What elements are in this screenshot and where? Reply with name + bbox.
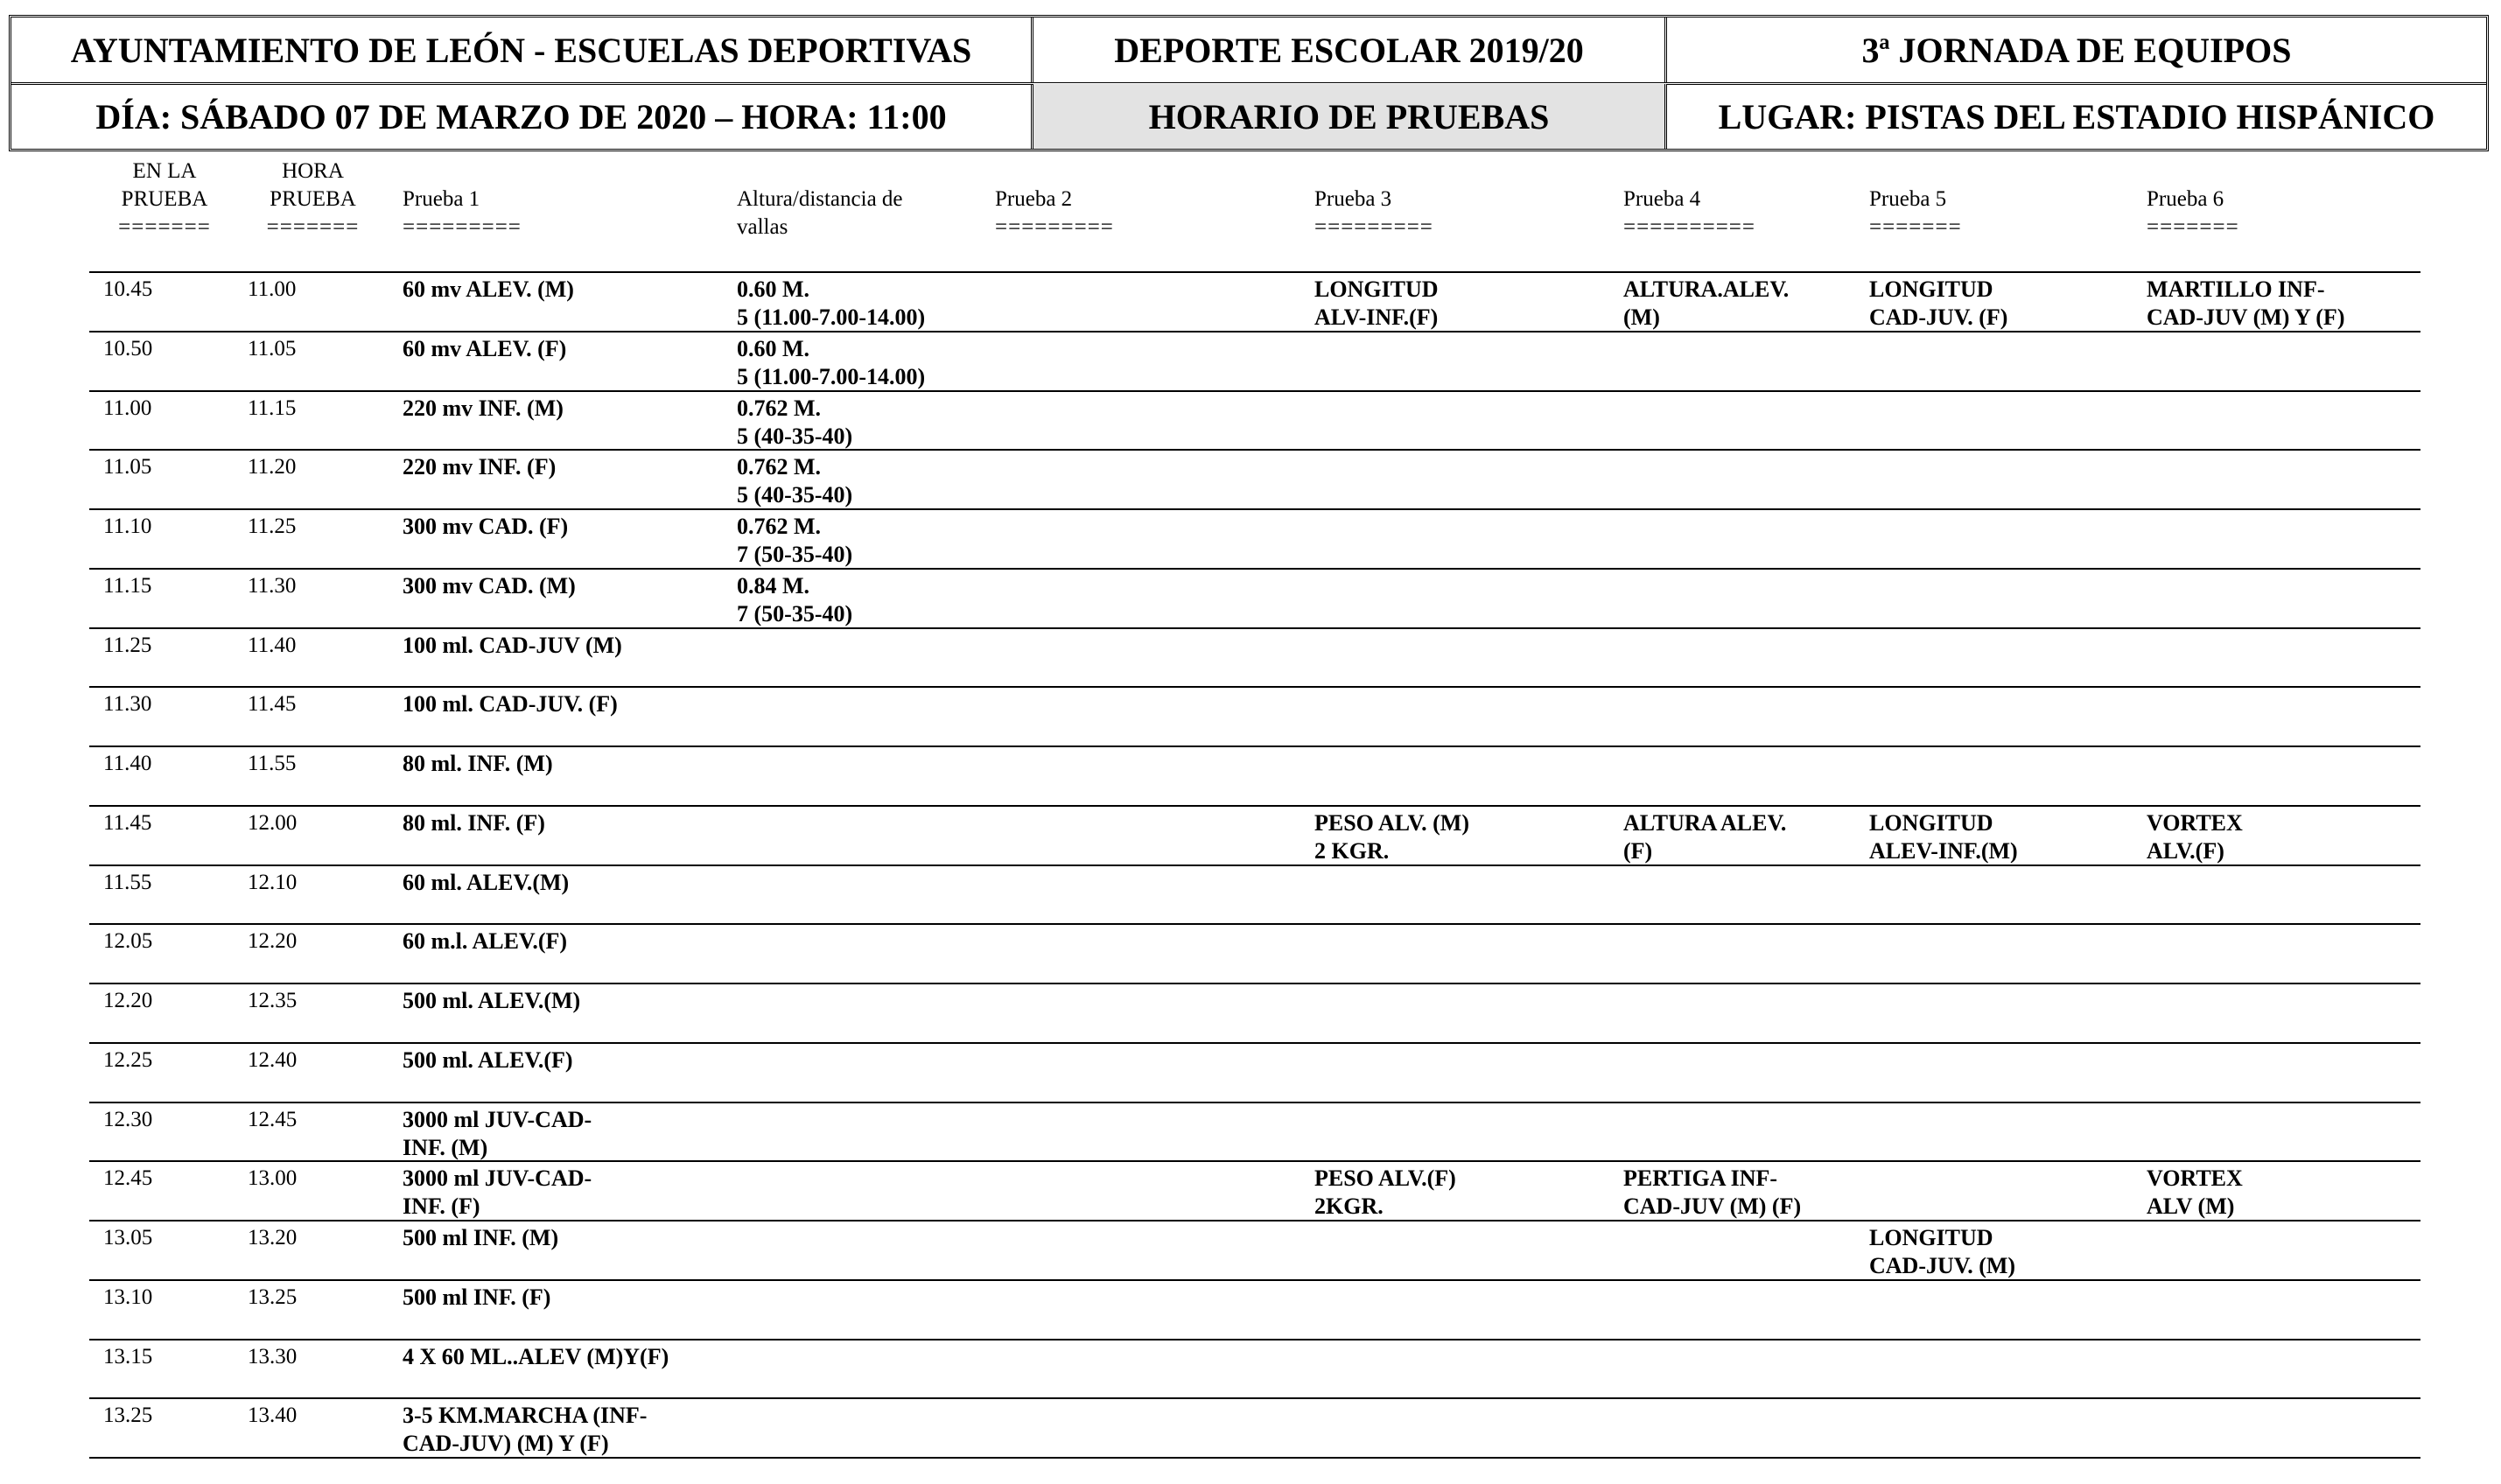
col-prueba4 xyxy=(1623,186,1755,242)
cell-en-la-prueba: 11.25 xyxy=(103,633,152,657)
cell-hora-prueba: 11.40 xyxy=(248,633,297,657)
col-prueba1 xyxy=(403,186,522,242)
cell-hora-prueba: 11.20 xyxy=(248,455,297,480)
header-row-1 xyxy=(11,18,2486,85)
cell-hora-prueba: 11.30 xyxy=(248,573,297,598)
cell-altura-line2: 5 (40-35-40) xyxy=(737,423,853,449)
cell-prueba1: 80 ml. INF. (M) xyxy=(403,751,553,776)
cell-en-la-prueba: 11.45 xyxy=(103,810,152,835)
cell-en-la-prueba: 13.05 xyxy=(103,1226,153,1250)
table-rule xyxy=(89,331,2420,332)
cell-prueba4: ALTURA.ALEV. xyxy=(1623,276,1790,302)
table-rule xyxy=(89,686,2420,688)
cell-prueba1-line2: INF. (M) xyxy=(403,1134,488,1160)
cell-altura-line2: 7 (50-35-40) xyxy=(737,600,853,626)
table-rule xyxy=(89,1220,2420,1222)
col-prueba3-label: Prueba 3 xyxy=(1314,187,1392,211)
table-rule xyxy=(89,508,2420,510)
header-date-time: DÍA: SÁBADO 07 DE MARZO DE 2020 – HORA: 11:00 xyxy=(11,84,1033,149)
cell-en-la-prueba: 11.00 xyxy=(103,396,152,420)
cell-altura: 0.60 M. xyxy=(737,335,810,361)
col-en-la-prueba xyxy=(103,158,226,242)
cell-prueba6: VORTEX xyxy=(2147,809,2243,836)
cell-prueba6-line2: ALV.(F) xyxy=(2147,837,2224,864)
cell-en-la-prueba: 12.30 xyxy=(103,1107,153,1131)
cell-prueba3-line2: ALV-INF.(F) xyxy=(1314,304,1439,330)
cell-prueba1: 300 mv CAD. (F) xyxy=(403,514,569,539)
cell-hora-prueba: 11.45 xyxy=(248,692,297,717)
cell-en-la-prueba: 11.40 xyxy=(103,752,152,775)
cell-prueba6: VORTEX xyxy=(2147,1166,2243,1192)
cell-hora-prueba: 11.05 xyxy=(248,336,297,360)
cell-hora-prueba: 12.10 xyxy=(248,870,298,894)
col-altura-line1: Altura/distancia de xyxy=(737,187,903,211)
table-rule xyxy=(89,271,2420,273)
cell-en-la-prueba: 11.15 xyxy=(103,573,152,598)
col-prueba4-label: Prueba 4 xyxy=(1623,187,1701,211)
cell-prueba5: LONGITUD xyxy=(1869,1225,1993,1250)
cell-prueba5-line2: CAD-JUV. (F) xyxy=(1869,304,2008,330)
cell-en-la-prueba: 13.10 xyxy=(103,1284,153,1309)
cell-en-la-prueba: 10.50 xyxy=(103,336,153,360)
cell-prueba1: 100 ml. CAD-JUV (M) xyxy=(403,632,622,658)
cell-hora-prueba: 12.20 xyxy=(248,929,298,954)
table-rule xyxy=(89,923,2420,925)
cell-en-la-prueba: 10.45 xyxy=(103,277,153,301)
cell-hora-prueba: 11.55 xyxy=(248,752,297,775)
col-prueba2 xyxy=(995,186,1114,242)
cell-hora-prueba: 11.00 xyxy=(248,277,297,301)
table-rule xyxy=(89,1279,2420,1281)
cell-prueba1: 500 ml INF. (M) xyxy=(403,1225,559,1250)
cell-prueba6-line2: CAD-JUV (M) Y (F) xyxy=(2147,304,2345,330)
cell-prueba1: 3000 ml JUV-CAD- xyxy=(403,1166,592,1192)
cell-hora-prueba: 12.45 xyxy=(248,1107,298,1131)
cell-prueba6: MARTILLO INF- xyxy=(2147,276,2325,302)
cell-prueba1: 3000 ml JUV-CAD- xyxy=(403,1106,592,1132)
table-rule xyxy=(89,1042,2420,1044)
table-rule xyxy=(89,983,2420,984)
table-rule xyxy=(89,864,2420,866)
col-hora-line1: HORA xyxy=(282,159,344,183)
header-row-2 xyxy=(11,84,2486,149)
cell-prueba1: 300 mv CAD. (M) xyxy=(403,572,576,598)
cell-prueba5-line2: ALEV-INF.(M) xyxy=(1869,837,2018,864)
cell-altura-line2: 5 (11.00-7.00-14.00) xyxy=(737,363,926,389)
col-en-la-line2: PRUEBA xyxy=(121,187,208,211)
col-prueba2-underline: ========= xyxy=(995,215,1114,239)
col-prueba4-underline: ========== xyxy=(1623,215,1755,239)
cell-hora-prueba: 13.20 xyxy=(248,1226,298,1250)
cell-altura-line2: 5 (40-35-40) xyxy=(737,482,853,508)
col-prueba5 xyxy=(1869,186,1962,242)
header-schedule: HORARIO DE PRUEBAS xyxy=(1033,84,1667,149)
cell-altura: 0.762 M. xyxy=(737,454,822,480)
cell-hora-prueba: 13.30 xyxy=(248,1344,298,1368)
col-en-la-line1: EN LA xyxy=(132,159,197,183)
cell-prueba4: ALTURA ALEV. xyxy=(1623,809,1787,836)
cell-prueba1: 4 X 60 ML..ALEV (M)Y(F) xyxy=(403,1343,669,1369)
header-round: 3ª JORNADA DE EQUIPOS xyxy=(1861,30,2292,70)
col-hora-underline: ======= xyxy=(266,215,360,239)
cell-prueba1: 500 ml INF. (F) xyxy=(403,1284,551,1310)
table-rule xyxy=(89,1102,2420,1103)
cell-prueba5-line2: CAD-JUV. (M) xyxy=(1869,1253,2016,1278)
cell-prueba1: 100 ml. CAD-JUV. (F) xyxy=(403,691,618,718)
cell-en-la-prueba: 11.10 xyxy=(103,514,152,538)
cell-en-la-prueba: 12.45 xyxy=(103,1166,153,1191)
col-prueba3-underline: ========= xyxy=(1314,215,1433,239)
col-prueba3 xyxy=(1314,186,1433,242)
cell-en-la-prueba: 13.15 xyxy=(103,1344,153,1368)
table-rule xyxy=(89,449,2420,451)
cell-hora-prueba: 13.25 xyxy=(248,1284,298,1309)
col-prueba6 xyxy=(2147,186,2239,242)
cell-prueba1: 500 ml. ALEV.(M) xyxy=(403,988,581,1013)
cell-prueba3: LONGITUD xyxy=(1314,276,1439,302)
cell-en-la-prueba: 12.25 xyxy=(103,1047,153,1072)
col-prueba1-label: Prueba 1 xyxy=(403,187,480,211)
cell-altura: 0.84 M. xyxy=(737,572,810,598)
header-box xyxy=(9,15,2489,151)
col-prueba1-underline: ========= xyxy=(403,215,522,239)
cell-altura-line2: 7 (50-35-40) xyxy=(737,542,853,567)
cell-en-la-prueba: 11.55 xyxy=(103,870,152,894)
cell-altura: 0.60 M. xyxy=(737,276,810,302)
cell-en-la-prueba: 12.20 xyxy=(103,989,153,1012)
col-hora-prueba xyxy=(258,158,368,242)
col-prueba5-label: Prueba 5 xyxy=(1869,187,1947,211)
table-rule xyxy=(89,568,2420,570)
cell-prueba1: 60 m.l. ALEV.(F) xyxy=(403,928,568,955)
cell-prueba1-line2: CAD-JUV) (M) Y (F) xyxy=(403,1431,609,1457)
cell-prueba1-line2: INF. (F) xyxy=(403,1194,480,1220)
cell-prueba3-line2: 2KGR. xyxy=(1314,1194,1384,1220)
cell-hora-prueba: 11.15 xyxy=(248,396,297,420)
table-rule xyxy=(89,1160,2420,1162)
cell-prueba3-line2: 2 KGR. xyxy=(1314,837,1390,864)
cell-hora-prueba: 13.00 xyxy=(248,1166,298,1191)
col-prueba6-label: Prueba 6 xyxy=(2147,187,2224,211)
cell-prueba4-line2: (F) xyxy=(1623,837,1653,864)
cell-hora-prueba: 11.25 xyxy=(248,514,297,538)
cell-prueba1: 500 ml. ALEV.(F) xyxy=(403,1046,573,1073)
cell-prueba4-line2: CAD-JUV (M) (F) xyxy=(1623,1194,1802,1220)
cell-prueba6-line2: ALV (M) xyxy=(2147,1194,2235,1220)
table-rule xyxy=(89,746,2420,747)
col-prueba5-underline: ======= xyxy=(1869,215,1962,239)
cell-prueba1: 220 mv INF. (M) xyxy=(403,395,564,421)
cell-en-la-prueba: 11.05 xyxy=(103,455,152,480)
col-prueba6-underline: ======= xyxy=(2147,215,2239,239)
cell-prueba4: PERTIGA INF- xyxy=(1623,1166,1778,1192)
cell-hora-prueba: 12.35 xyxy=(248,989,298,1012)
header-season: DEPORTE ESCOLAR 2019/20 xyxy=(1033,18,1667,82)
col-prueba2-label: Prueba 2 xyxy=(995,187,1073,211)
col-altura xyxy=(737,186,903,242)
cell-hora-prueba: 12.40 xyxy=(248,1047,298,1072)
cell-prueba1: 220 mv INF. (F) xyxy=(403,454,557,480)
cell-prueba3: PESO ALV.(F) xyxy=(1314,1166,1456,1192)
col-en-la-underline: ======= xyxy=(118,215,211,239)
table-rule xyxy=(89,1457,2420,1459)
table-rule xyxy=(89,1339,2420,1340)
cell-prueba1: 80 ml. INF. (F) xyxy=(403,809,545,836)
cell-en-la-prueba: 13.25 xyxy=(103,1404,153,1428)
cell-prueba1: 60 mv ALEV. (M) xyxy=(403,276,574,302)
col-altura-line2: vallas xyxy=(737,215,788,239)
cell-en-la-prueba: 11.30 xyxy=(103,692,152,717)
cell-altura: 0.762 M. xyxy=(737,514,822,539)
cell-altura-line2: 5 (11.00-7.00-14.00) xyxy=(737,304,926,330)
cell-prueba4-line2: (M) xyxy=(1623,304,1660,330)
table-rule xyxy=(89,627,2420,629)
cell-en-la-prueba: 12.05 xyxy=(103,929,153,954)
cell-prueba3: PESO ALV. (M) xyxy=(1314,809,1469,836)
cell-altura: 0.762 M. xyxy=(737,395,822,421)
cell-hora-prueba: 13.40 xyxy=(248,1404,298,1428)
table-rule xyxy=(89,1397,2420,1399)
cell-prueba5: LONGITUD xyxy=(1869,809,1993,836)
cell-prueba1: 60 ml. ALEV.(M) xyxy=(403,869,570,895)
header-org: AYUNTAMIENTO DE LEÓN - ESCUELAS DEPORTIVAS xyxy=(11,18,1033,82)
cell-prueba5: LONGITUD xyxy=(1869,276,1993,302)
col-hora-line2: PRUEBA xyxy=(270,187,356,211)
header-place: LUGAR: PISTAS DEL ESTADIO HISPÁNICO xyxy=(1718,96,2435,136)
cell-hora-prueba: 12.00 xyxy=(248,810,298,835)
cell-prueba1: 3-5 KM.MARCHA (INF- xyxy=(403,1403,648,1429)
table-rule xyxy=(89,390,2420,392)
table-rule xyxy=(89,805,2420,807)
cell-prueba1: 60 mv ALEV. (F) xyxy=(403,335,567,361)
